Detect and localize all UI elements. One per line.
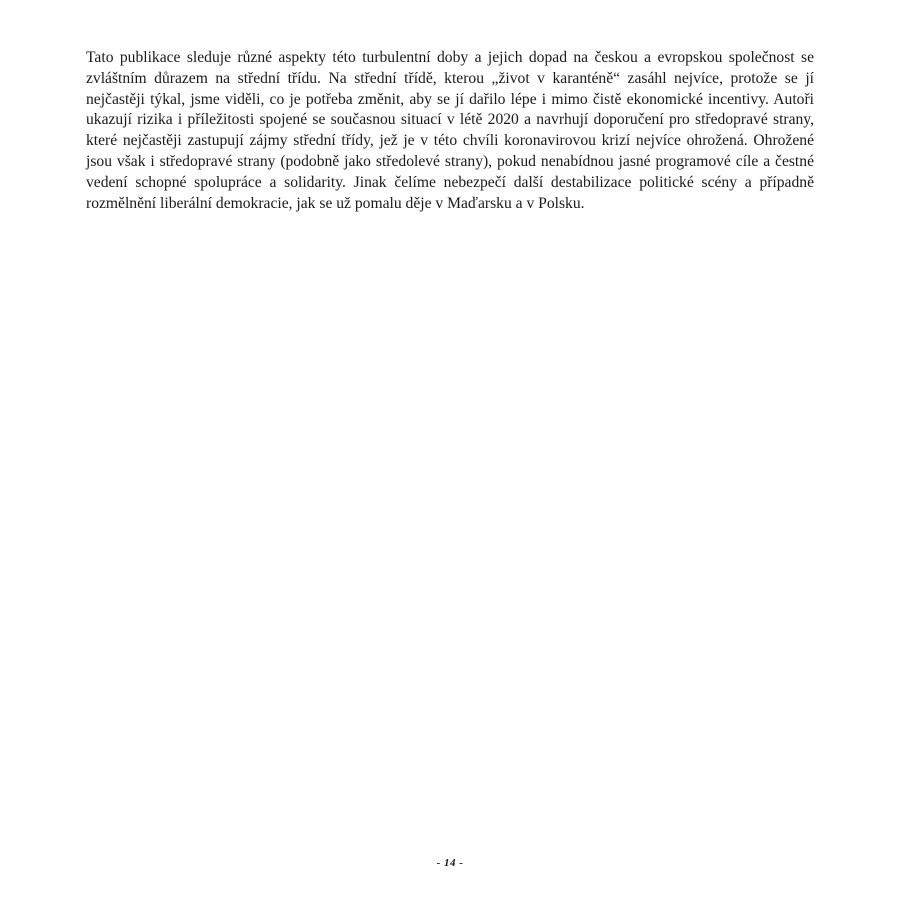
body-paragraph: Tato publikace sleduje různé aspekty této turbulentní doby a jejich dopad na českou a evropskou společnost se zvláštním důrazem na střední třídu. Na střední třídě, kterou „život v karanténě“ zasáhl nejvíce, protože se jí nejčastěji týkal, jsme viděli, co je potřeba změnit, aby se jí dařilo lépe i mimo čistě ekonomické incentivy. Autoři ukazují rizika i příležitosti spojené se současnou situací v létě 2020 a navrhují doporučení pro středopravé strany, které nejčastěji zastupují zájmy střední třídy, jež je v této chvíli koronavirovou krizí nejvíce ohrožená. Ohrožené jsou však i středopravé strany (podobně jako středolevé strany), pokud nenabídnou jasné programové cíle a čestné vedení schopné spolupráce a solidarity. Jinak čelíme nebezpečí další destabilizace politické scény a případně rozmělnění liberální demokracie, jak se už pomalu děje v Maďarsku a v Polsku. xyxy=(86,49,814,212)
page-number: - 14 - xyxy=(436,857,464,869)
